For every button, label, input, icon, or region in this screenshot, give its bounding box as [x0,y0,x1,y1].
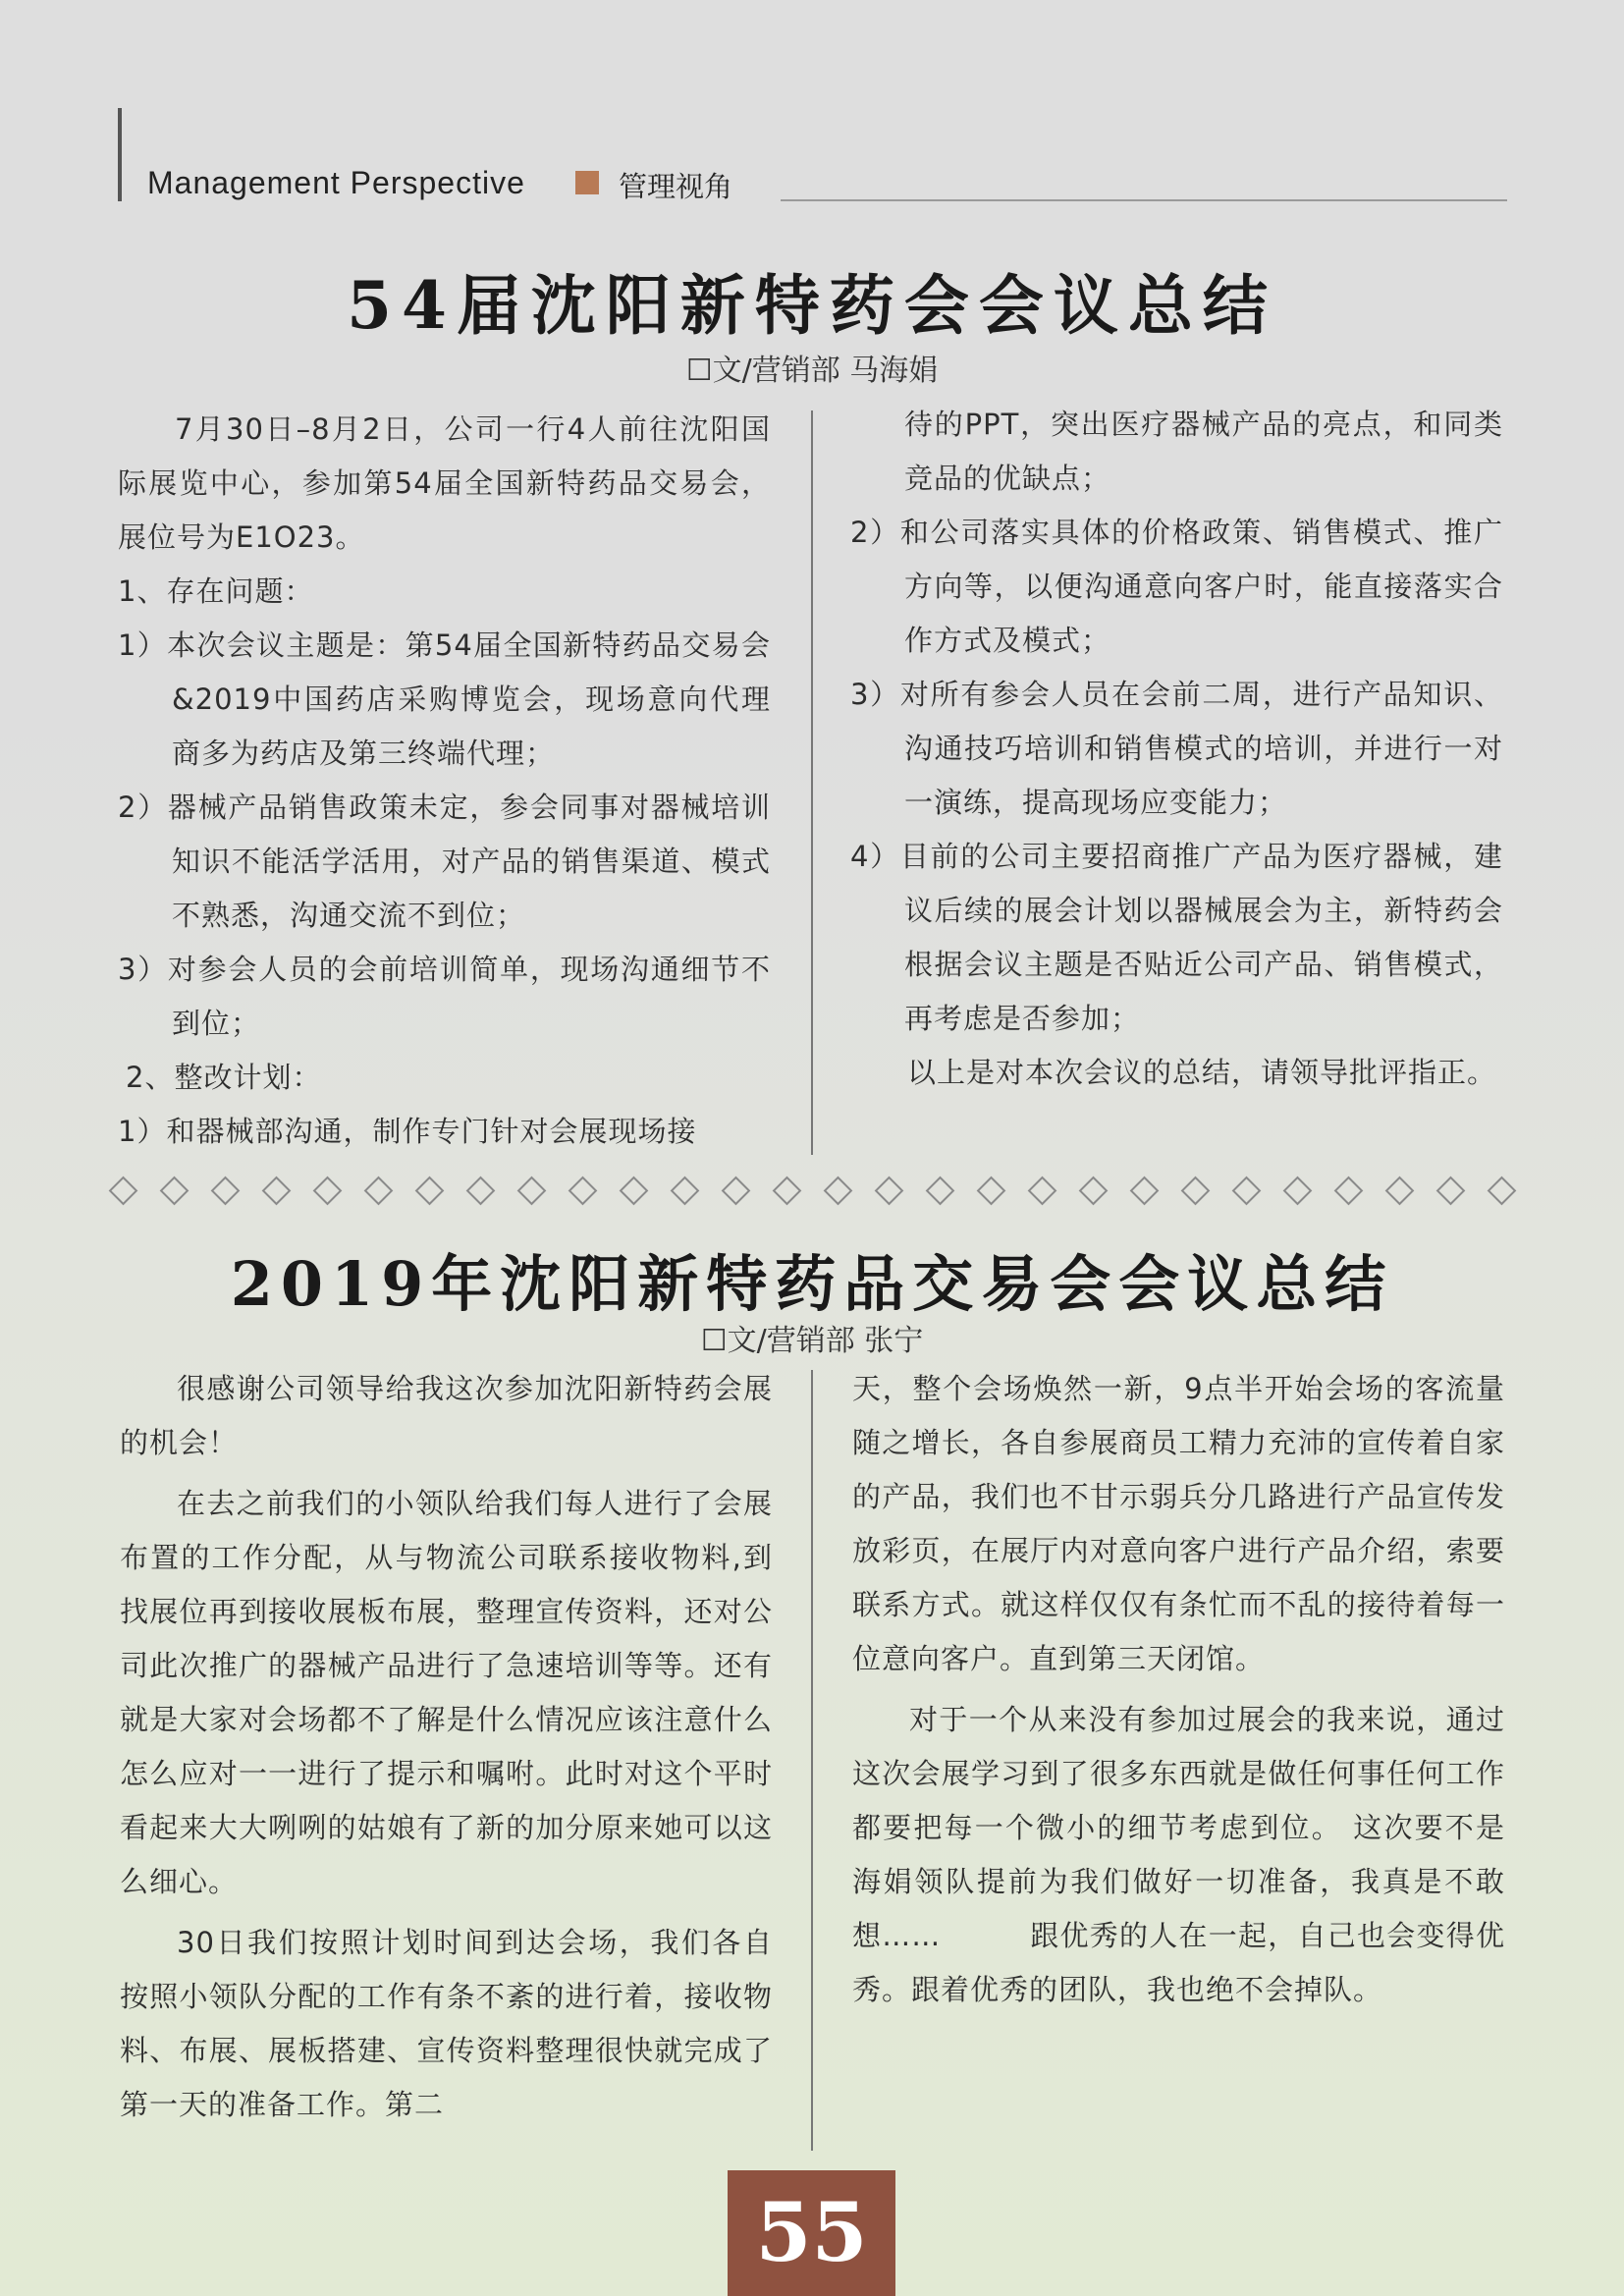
diamond-ornament [926,1176,955,1206]
column-divider [811,410,813,1155]
diamond-ornament [1181,1176,1211,1206]
diamond-ornament [620,1176,649,1206]
paragraph: 很感谢公司领导给我这次参加沈阳新特药会展的机会！ [120,1372,773,1459]
diamond-ornament [517,1176,547,1206]
diamond-ornament [1385,1176,1415,1206]
diamond-ornament [109,1176,138,1206]
diamond-ornament [1334,1176,1364,1206]
article-2-right-column [852,1362,1505,2017]
article-1-byline: ☐文/营销部 马海娟 [685,354,939,388]
diamond-ornament [1283,1176,1313,1206]
diamond-ornament [875,1176,904,1206]
diamond-ornament [262,1176,292,1206]
list-item: 1）本次会议主题是：第54届全国新特药品交易会&2019中国药店采购博览会，现场意向代理商多为药店及第三终端代理； [118,629,771,770]
list-item: 4）目前的公司主要招商推广产品为医疗器械，建议后续的展会计划以器械展会为主，新特药会根据会议主题是否贴近公司产品、销售模式，再考虑是否参加； [850,840,1503,1035]
diamond-ornament [211,1176,241,1206]
article-2-left-column [120,1362,773,2132]
diamond-ornament [773,1176,802,1206]
paragraph: 天，整个会场焕然一新，9点半开始会场的客流量随之增长，各自参展商员工精力充沛的宣传着自家的产品，我们也不甘示弱兵分几路进行产品宣传发放彩页，在展厅内对意向客户进行产品介绍，索要联系方式。就这样仅仅有条忙而不乱的接待着每一位意向客户。直到第三天闭馆。 [852,1372,1505,1675]
article-2-title: 2019年沈阳新特药品交易会会议总结 [230,1248,1394,1320]
article-1-right-column [850,398,1503,1100]
diamond-ornament [160,1176,189,1206]
section-heading: 2、整改计划： [126,1061,322,1094]
diamond-ornament [364,1176,394,1206]
diamond-ornament [568,1176,598,1206]
diamond-ornament [1436,1176,1466,1206]
diamond-ornament [1130,1176,1160,1206]
diamond-ornament [1028,1176,1057,1206]
closing-paragraph: 以上是对本次会议的总结，请领导批评指正。 [907,1056,1497,1089]
article-1-left-column [118,403,771,1159]
diamond-ornament [466,1176,496,1206]
diamond-ornament [722,1176,751,1206]
diamond-ornament [415,1176,445,1206]
diamond-ornament [977,1176,1006,1206]
paragraph: 对于一个从来没有参加过展会的我来说，通过这次会展学习到了很多东西就是做任何事任何工作都要把每一个微小的细节考虑到位。 这次要不是海娟领队提前为我们做好一切准备，我真是不敢想…… 跟优秀的人在一起，自己也会变得优秀。跟着优秀的团队，我也绝不会掉队。 [852,1703,1505,2006]
header-rule [781,199,1507,201]
list-item: 3）对所有参会人员在会前二周，进行产品知识、沟通技巧培训和销售模式的培训，并进行一对一演练，提高现场应变能力； [850,678,1503,819]
diamond-ornament [824,1176,853,1206]
list-item: 2）和公司落实具体的价格政策、销售模式、推广方向等，以便沟通意向客户时，能直接落实合作方式及模式； [850,516,1503,657]
diamond-ornament [1488,1176,1517,1206]
paragraph: 7月30日–8月2日，公司一行4人前往沈阳国际展览中心，参加第54届全国新特药品交易会，展位号为E1O23。 [118,412,771,554]
header-accent-bar [118,108,122,201]
article-2-byline: ☐文/营销部 张宁 [700,1324,924,1358]
column-divider [811,1370,813,2151]
list-item-continued: 待的PPT，突出医疗器械产品的亮点，和同类竞品的优缺点； [904,408,1503,495]
section-heading: 1、存在问题： [118,574,314,608]
diamond-ornament [671,1176,700,1206]
page-number: 55 [728,2170,895,2296]
diamond-ornament [1079,1176,1109,1206]
diamond-ornament [1232,1176,1262,1206]
section-marker-square [575,171,599,194]
section-label-en: Management Perspective [147,165,525,200]
diamond-divider [113,1175,1527,1208]
article-1-title: 54届沈阳新特药会会议总结 [347,267,1277,344]
list-item: 3）对参会人员的会前培训简单，现场沟通细节不到位； [118,953,771,1040]
paragraph: 在去之前我们的小领队给我们每人进行了会展布置的工作分配，从与物流公司联系接收物料,到找展位再到接收展板布展，整理宣传资料，还对公司此次推广的器械产品进行了急速培训等等。还有就是大家对会场都不了解是什么情况应该注意什么怎么应对一一进行了提示和嘱咐。此时对这个平时看起来大大咧咧的姑娘有了新的加分原来她可以这么细心。 [120,1487,773,1898]
diamond-ornament [313,1176,343,1206]
list-item: 2）器械产品销售政策未定，参会同事对器械培训知识不能活学活用，对产品的销售渠道、模式不熟悉，沟通交流不到位； [118,791,771,932]
paragraph: 30日我们按照计划时间到达会场，我们各自按照小领队分配的工作有条不紊的进行着，接收物料、布展、展板搭建、宣传资料整理很快就完成了第一天的准备工作。第二 [120,1926,773,2121]
section-label-zh: 管理视角 [619,170,733,203]
list-item: 1）和器械部沟通，制作专门针对会展现场接 [118,1115,697,1148]
